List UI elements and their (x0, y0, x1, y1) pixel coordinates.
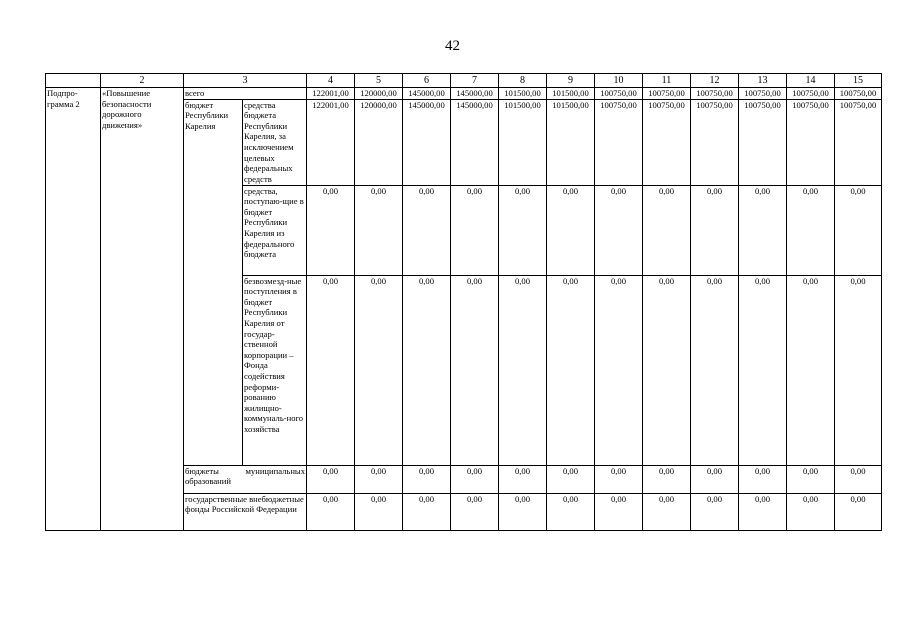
value-cell: 145000,00 (451, 99, 499, 185)
value-cell: 100750,00 (643, 88, 691, 100)
value-cell: 0,00 (643, 275, 691, 465)
value-cell: 0,00 (643, 493, 691, 530)
value-cell: 0,00 (355, 275, 403, 465)
value-cell: 0,00 (691, 185, 739, 275)
value-cell: 145000,00 (451, 88, 499, 100)
value-cell: 145000,00 (403, 99, 451, 185)
value-cell: 0,00 (739, 185, 787, 275)
header-cell (46, 74, 101, 88)
value-cell: 100750,00 (787, 99, 835, 185)
value-cell: 0,00 (499, 275, 547, 465)
row-label-municipal: бюджеты муниципальных образований (184, 465, 307, 493)
value-cell: 100750,00 (595, 88, 643, 100)
row-label-budget-rk: бюджет Республики Карелия (184, 99, 243, 465)
value-cell: 0,00 (451, 275, 499, 465)
value-cell: 0,00 (499, 185, 547, 275)
value-cell: 0,00 (451, 493, 499, 530)
budget-table (45, 73, 882, 531)
value-cell: 0,00 (595, 275, 643, 465)
header-cell: 3 (184, 74, 307, 88)
header-cell: 11 (643, 74, 691, 88)
value-cell: 0,00 (307, 493, 355, 530)
value-cell: 100750,00 (739, 88, 787, 100)
table-row (46, 88, 882, 100)
value-cell: 0,00 (595, 185, 643, 275)
value-cell: 122001,00 (307, 99, 355, 185)
value-cell: 0,00 (835, 185, 882, 275)
value-cell: 100750,00 (835, 99, 882, 185)
value-cell: 0,00 (787, 493, 835, 530)
value-cell: 100750,00 (691, 99, 739, 185)
value-cell: 0,00 (547, 493, 595, 530)
value-cell: 0,00 (451, 185, 499, 275)
value-cell: 0,00 (739, 275, 787, 465)
header-cell: 4 (307, 74, 355, 88)
subprogram-name: Подпро-грамма 2 (46, 88, 101, 531)
header-cell: 6 (403, 74, 451, 88)
value-cell: 0,00 (739, 493, 787, 530)
row-label-federal: средства, поступаю-щие в бюджет Республики Карелия из федерального бюджета (243, 185, 307, 275)
page-number: 42 (445, 38, 460, 54)
value-cell: 0,00 (787, 275, 835, 465)
value-cell: 0,00 (835, 493, 882, 530)
value-cell: 101500,00 (499, 88, 547, 100)
row-label-rk-own: средства бюджета Республики Карелия, за исключением целевых федеральных средств (243, 99, 307, 185)
value-cell: 120000,00 (355, 88, 403, 100)
value-cell: 0,00 (835, 275, 882, 465)
value-cell: 145000,00 (403, 88, 451, 100)
value-cell: 0,00 (355, 465, 403, 493)
header-cell: 2 (101, 74, 184, 88)
value-cell: 100750,00 (739, 99, 787, 185)
header-cell: 12 (691, 74, 739, 88)
value-cell: 0,00 (451, 465, 499, 493)
header-cell: 9 (547, 74, 595, 88)
value-cell: 100750,00 (595, 99, 643, 185)
value-cell: 0,00 (499, 493, 547, 530)
value-cell: 0,00 (643, 465, 691, 493)
value-cell: 101500,00 (499, 99, 547, 185)
value-cell: 0,00 (403, 465, 451, 493)
value-cell: 0,00 (595, 493, 643, 530)
value-cell: 101500,00 (547, 99, 595, 185)
value-cell: 0,00 (691, 493, 739, 530)
value-cell: 0,00 (643, 185, 691, 275)
value-cell: 0,00 (355, 493, 403, 530)
header-cell: 5 (355, 74, 403, 88)
value-cell: 0,00 (691, 275, 739, 465)
header-cell: 8 (499, 74, 547, 88)
value-cell: 0,00 (403, 185, 451, 275)
value-cell: 0,00 (307, 275, 355, 465)
value-cell: 0,00 (547, 465, 595, 493)
value-cell: 100750,00 (835, 88, 882, 100)
header-row (46, 74, 882, 88)
value-cell: 122001,00 (307, 88, 355, 100)
header-cell: 7 (451, 74, 499, 88)
value-cell: 0,00 (691, 465, 739, 493)
row-label-fund: безвозмезд-ные поступления в бюджет Республики Карелия от государ-ственной корпорации – Фонда содействия реформи-рованию жилищно-коммуналь-ного хозяйства (243, 275, 307, 465)
header-cell: 15 (835, 74, 882, 88)
value-cell: 0,00 (355, 185, 403, 275)
value-cell: 0,00 (547, 185, 595, 275)
value-cell: 0,00 (739, 465, 787, 493)
value-cell: 0,00 (547, 275, 595, 465)
value-cell: 100750,00 (691, 88, 739, 100)
header-cell: 14 (787, 74, 835, 88)
value-cell: 0,00 (835, 465, 882, 493)
value-cell: 0,00 (307, 465, 355, 493)
value-cell: 0,00 (787, 185, 835, 275)
value-cell: 0,00 (307, 185, 355, 275)
value-cell: 100750,00 (643, 99, 691, 185)
value-cell: 0,00 (787, 465, 835, 493)
value-cell: 0,00 (595, 465, 643, 493)
value-cell: 120000,00 (355, 99, 403, 185)
header-cell: 10 (595, 74, 643, 88)
value-cell: 0,00 (499, 465, 547, 493)
subprogram-title: «Повышение безопасности дорожного движения» (101, 88, 184, 531)
value-cell: 0,00 (403, 275, 451, 465)
value-cell: 101500,00 (547, 88, 595, 100)
header-cell: 13 (739, 74, 787, 88)
row-label-offbudget: государственные внебюджетные фонды Российской Федерации (184, 493, 307, 530)
value-cell: 0,00 (403, 493, 451, 530)
row-label-total: всего (184, 88, 307, 100)
value-cell: 100750,00 (787, 88, 835, 100)
